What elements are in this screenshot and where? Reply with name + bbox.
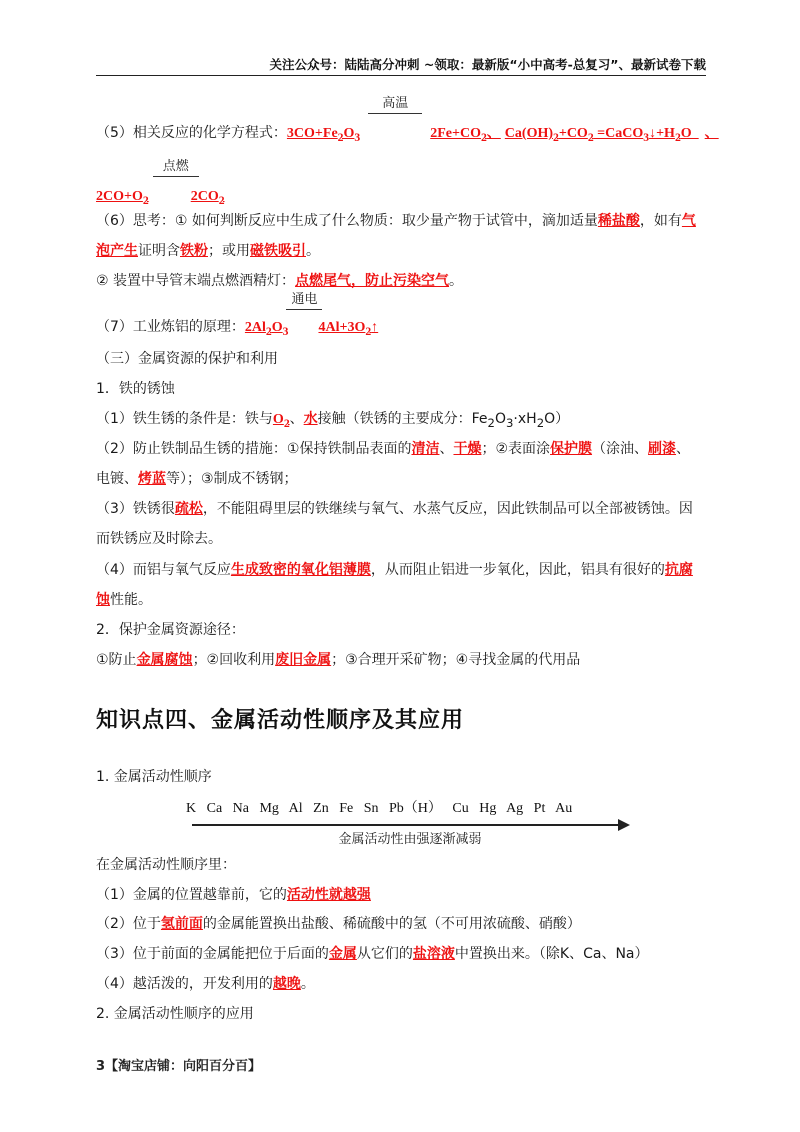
aluminium-line: （7）工业炼铝的原理：$2Al_2O_3$ 通电 $4Al+3O_2↑$ xyxy=(96,292,379,338)
answer-magnet: 磁铁吸引 xyxy=(250,243,306,259)
answer-metal: 金属 xyxy=(328,946,357,962)
equation-1-condition: 高温 xyxy=(360,117,430,137)
activity-application-title: 2. 金属活动性顺序的应用 xyxy=(96,1006,254,1022)
equation-line-3 xyxy=(96,159,710,211)
rust-item-1: （1）铁生锈的条件是：铁与$O_2$、水接触（铁锈的主要成分：$Fe_2O_3\cdot xH_2O$） xyxy=(96,411,570,430)
rust-title: 1．铁的锈蚀 xyxy=(96,381,175,397)
protect-items: ①防止金属腐蚀；②回收利用废旧金属；③合理开采矿物；④寻找金属的代用品 xyxy=(96,652,581,668)
rust-item-4-cont: 蚀性能。 xyxy=(96,592,152,608)
think-line-1: （6）思考：① 如何判断反应中生成了什么物质：取少量产物于试管中，滴加适量稀盐酸，如有气 xyxy=(96,213,696,229)
protect-title: 2．保护金属资源途径： xyxy=(96,622,245,638)
rust-item-2-cont: 电镀、烤蓝等）；③制成不锈钢； xyxy=(96,471,298,487)
answer-paint: 刷漆 xyxy=(648,441,677,457)
rust-item-3-cont: 而铁锈应及时除去。 xyxy=(96,531,222,547)
section-3-title: （三）金属资源的保护和利用 xyxy=(96,351,278,367)
equation-3-reactants: $2CO+O_2$ xyxy=(96,189,149,207)
answer-metal-corrosion: 金属腐蚀 xyxy=(136,652,193,668)
answer-anti-corrosion: 抗腐 xyxy=(664,562,693,578)
section-4-heading: 知识点四、金属活动性顺序及其应用 xyxy=(96,708,465,733)
separator: 、 xyxy=(704,125,719,141)
answer-bubbles: 气 xyxy=(681,213,696,229)
think-line-2: 泡产生证明含铁粉；或用磁铁吸引。 xyxy=(96,243,320,259)
aluminium-reactant: $2Al_2O_3$ xyxy=(244,320,289,338)
answer-salt-solution: 盐溶液 xyxy=(412,946,455,962)
answer-before-hydrogen: 氢前面 xyxy=(160,916,203,932)
think-line-3: ② 装置中导管末端点燃酒精灯：点燃尾气，防止污染空气。 xyxy=(96,273,464,289)
equation-1-products: $2Fe+CO_2$ xyxy=(430,126,487,144)
answer-later: 越晚 xyxy=(272,976,301,992)
answer-protective-film: 保护膜 xyxy=(550,441,593,457)
answer-clean: 清洁 xyxy=(411,441,440,457)
equation-1-reactants: $3CO+Fe_2O_3$ xyxy=(286,126,361,144)
rust-item-4: （4）而铝与氧气反应生成致密的氧化铝薄膜，从而阻止铝进一步氧化，因此，铝具有很好的抗腐 xyxy=(96,562,693,578)
answer-water: 水 xyxy=(303,411,318,427)
aluminium-products: $4Al+3O_2↑$ xyxy=(318,320,379,338)
page-header: 关注公众号：陆陆高分冲刺 ~领取：最新版“小中高考-总复习”、最新试卷下载 xyxy=(96,55,706,76)
answer-o2: $O_2$ xyxy=(272,412,290,430)
aluminium-condition: 通电 xyxy=(288,311,318,331)
activity-item-1: （1）金属的位置越靠前，它的活动性就越强 xyxy=(96,887,371,903)
answer-more-active: 活动性就越强 xyxy=(286,887,371,903)
equation-prefix: （5）相关反应的化学方程式： xyxy=(96,125,287,141)
page-footer: 3【淘宝店铺：向阳百分百】 xyxy=(96,1059,262,1074)
answer-loose: 疏松 xyxy=(174,501,203,517)
answer-iron-powder: 铁粉 xyxy=(180,243,208,259)
answer-oxide-film: 生成致密的氧化铝薄膜 xyxy=(230,562,371,578)
answer-scrap-metal: 废旧金属 xyxy=(275,652,332,668)
activity-intro: 在金属活动性顺序里： xyxy=(96,857,236,873)
equation-3-products: $2CO_2$ xyxy=(190,189,225,207)
answer-burn-tail-gas: 点燃尾气，防止污染空气 xyxy=(295,273,450,289)
activity-item-2: （2）位于氢前面的金属能置换出盐酸、稀硫酸中的氢（不可用浓硫酸、硝酸） xyxy=(96,916,581,932)
equation-3-condition: 点燃 xyxy=(149,180,191,200)
rust-item-3: （3）铁锈很疏松，不能阻碍里层的铁继续与氧气、水蒸气反应，因此铁制品可以全部被锈蚀。因 xyxy=(96,501,693,517)
activity-series: K Ca Na Mg Al Zn Fe Sn Pb（H） Cu Hg Ag Pt Au xyxy=(186,801,573,816)
activity-series-title: 1. 金属活动性顺序 xyxy=(96,769,212,785)
equation-2: $Ca(OH)_2+CO_2$ $=CaCO_3↓+H_2O$ xyxy=(504,126,699,144)
separator: 、 xyxy=(486,125,501,141)
activity-item-3: （3）位于前面的金属能把位于后面的金属从它们的盐溶液中置换出来。（除K、Ca、Na） xyxy=(96,946,649,962)
answer-bubbles-cont: 泡产生 xyxy=(96,243,138,259)
activity-item-4: （4）越活泼的，开发利用的越晚。 xyxy=(96,976,315,992)
answer-dilute-hcl: 稀盐酸 xyxy=(597,213,640,229)
rust-item-2: （2）防止铁制品生锈的措施：①保持铁制品表面的清洁、干燥；②表面涂保护膜（涂油、刷漆、 xyxy=(96,441,691,457)
activity-arrow xyxy=(192,824,624,826)
activity-arrow-label: 金属活动性由强逐渐减弱 xyxy=(338,832,482,847)
answer-bluing: 烤蓝 xyxy=(138,471,166,487)
equation-line-5 xyxy=(96,96,719,148)
answer-dry: 干燥 xyxy=(453,441,482,457)
answer-anti-corrosion-cont: 蚀 xyxy=(96,592,110,608)
